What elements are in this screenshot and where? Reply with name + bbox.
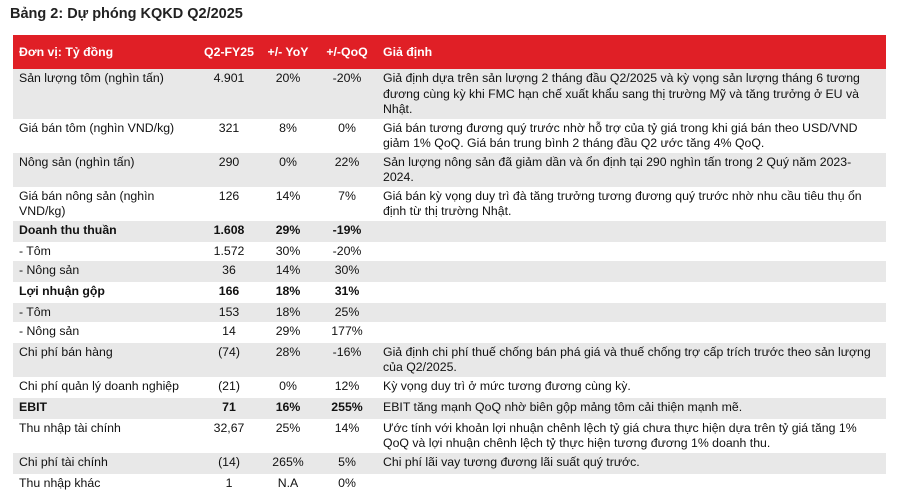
qoq-value: 31%: [315, 282, 379, 303]
assumption-note: Giá bán tương đương quý trước nhờ hỗ trợ của tỷ giá trong khi giá bán theo USD/VND giảm 1% QoQ. Giá bán trung bình 2 tháng đầu Q2 ước tăng 4% QoQ.: [379, 119, 886, 153]
q2-fy25-value: 153: [197, 303, 261, 322]
forecast-table: [13, 35, 886, 495]
assumption-note: [379, 221, 886, 242]
table-row: [13, 119, 886, 153]
yoy-value: 30%: [261, 242, 315, 261]
table-row: [13, 474, 886, 495]
yoy-value: 29%: [261, 221, 315, 242]
qoq-value: 7%: [315, 187, 379, 221]
row-label: Thu nhập tài chính: [13, 419, 197, 453]
yoy-value: 18%: [261, 282, 315, 303]
table-row: [13, 69, 886, 119]
yoy-value: 25%: [261, 419, 315, 453]
assumption-note: Kỳ vọng duy trì ở mức tương đương cùng kỳ.: [379, 377, 886, 398]
q2-fy25-value: 36: [197, 261, 261, 282]
table-title: Bảng 2: Dự phóng KQKD Q2/2025: [10, 6, 243, 22]
q2-fy25-value: 290: [197, 153, 261, 187]
row-label: Chi phí bán hàng: [13, 343, 197, 377]
header-assumption: Giả định: [379, 35, 886, 69]
row-label: - Tôm: [13, 303, 197, 322]
yoy-value: 29%: [261, 322, 315, 343]
assumption-note: [379, 322, 886, 343]
row-label: Sản lượng tôm (nghìn tấn): [13, 69, 197, 119]
assumption-note: Chi phí lãi vay tương đương lãi suất quý trước.: [379, 453, 886, 474]
q2-fy25-value: 166: [197, 282, 261, 303]
header-unit: Đơn vị: Tỷ đồng: [13, 35, 197, 69]
qoq-value: 22%: [315, 153, 379, 187]
yoy-value: 20%: [261, 69, 315, 119]
table-row: [13, 261, 886, 282]
yoy-value: 14%: [261, 187, 315, 221]
qoq-value: 12%: [315, 377, 379, 398]
row-label: - Nông sản: [13, 261, 197, 282]
assumption-note: [379, 282, 886, 303]
qoq-value: -20%: [315, 242, 379, 261]
table-row: [13, 419, 886, 453]
row-label: Thu nhập khác: [13, 474, 197, 495]
yoy-value: 18%: [261, 303, 315, 322]
assumption-note: [379, 474, 886, 495]
qoq-value: 0%: [315, 474, 379, 495]
table-row: [13, 303, 886, 322]
qoq-value: -19%: [315, 221, 379, 242]
qoq-value: 0%: [315, 119, 379, 153]
row-label: EBIT: [13, 398, 197, 419]
assumption-note: Ước tính với khoản lợi nhuận chênh lệch tỷ giá chưa thực hiện dựa trên tỷ giá tăng 1% QoQ và lợi nhuận chênh lệch tỷ thực hiện tương đương 1% doanh thu.: [379, 419, 886, 453]
assumption-note: [379, 303, 886, 322]
table-row: [13, 343, 886, 377]
table-row: [13, 453, 886, 474]
yoy-value: 265%: [261, 453, 315, 474]
q2-fy25-value: 32,67: [197, 419, 261, 453]
yoy-value: 8%: [261, 119, 315, 153]
q2-fy25-value: 321: [197, 119, 261, 153]
header-qoq: +/-QoQ: [315, 35, 379, 69]
row-label: Nông sản (nghìn tấn): [13, 153, 197, 187]
q2-fy25-value: (21): [197, 377, 261, 398]
assumption-note: [379, 242, 886, 261]
assumption-note: [379, 261, 886, 282]
assumption-note: Giả định chi phí thuế chống bán phá giá và thuế chống trợ cấp trích trước theo sản lượng của Q2/2025.: [379, 343, 886, 377]
assumption-note: Sản lượng nông sản đã giảm dần và ổn định tại 290 nghìn tấn trong 2 Quý năm 2023-2024.: [379, 153, 886, 187]
header-yoy: +/- YoY: [261, 35, 315, 69]
qoq-value: 177%: [315, 322, 379, 343]
assumption-note: Giá bán kỳ vọng duy trì đà tăng trưởng tương đương quý trước nhờ nhu cầu tiêu thụ ổn định từ thị trường Nhật.: [379, 187, 886, 221]
q2-fy25-value: 1.608: [197, 221, 261, 242]
table-row: [13, 221, 886, 242]
qoq-value: 25%: [315, 303, 379, 322]
q2-fy25-value: (14): [197, 453, 261, 474]
table-row: [13, 282, 886, 303]
q2-fy25-value: 1.572: [197, 242, 261, 261]
qoq-value: 14%: [315, 419, 379, 453]
row-label: - Tôm: [13, 242, 197, 261]
row-label: Chi phí tài chính: [13, 453, 197, 474]
q2-fy25-value: 71: [197, 398, 261, 419]
table-header-row: [13, 35, 886, 69]
table-row: [13, 377, 886, 398]
table-row: [13, 398, 886, 419]
table-row: [13, 153, 886, 187]
row-label: Chi phí quản lý doanh nghiệp: [13, 377, 197, 398]
q2-fy25-value: 1: [197, 474, 261, 495]
yoy-value: 0%: [261, 377, 315, 398]
yoy-value: 0%: [261, 153, 315, 187]
qoq-value: -16%: [315, 343, 379, 377]
qoq-value: 30%: [315, 261, 379, 282]
table-row: [13, 322, 886, 343]
row-label: Doanh thu thuần: [13, 221, 197, 242]
header-q2-fy25: Q2-FY25: [197, 35, 261, 69]
row-label: - Nông sản: [13, 322, 197, 343]
q2-fy25-value: 14: [197, 322, 261, 343]
yoy-value: 28%: [261, 343, 315, 377]
qoq-value: -20%: [315, 69, 379, 119]
q2-fy25-value: (74): [197, 343, 261, 377]
q2-fy25-value: 4.901: [197, 69, 261, 119]
table-row: [13, 242, 886, 261]
yoy-value: 16%: [261, 398, 315, 419]
yoy-value: 14%: [261, 261, 315, 282]
qoq-value: 255%: [315, 398, 379, 419]
q2-fy25-value: 126: [197, 187, 261, 221]
row-label: Lợi nhuận gộp: [13, 282, 197, 303]
row-label: Giá bán tôm (nghìn VND/kg): [13, 119, 197, 153]
table-row: [13, 187, 886, 221]
qoq-value: 5%: [315, 453, 379, 474]
yoy-value: N.A: [261, 474, 315, 495]
row-label: Giá bán nông sản (nghìn VND/kg): [13, 187, 197, 221]
assumption-note: EBIT tăng mạnh QoQ nhờ biên gộp mảng tôm cải thiện mạnh mẽ.: [379, 398, 886, 419]
assumption-note: Giả định dựa trên sản lượng 2 tháng đầu Q2/2025 và kỳ vọng sản lượng tháng 6 tương đương cùng kỳ khi FMC hạn chế xuất khẩu sang thị trường Mỹ và tăng trưởng ở EU và Nhật.: [379, 69, 886, 119]
